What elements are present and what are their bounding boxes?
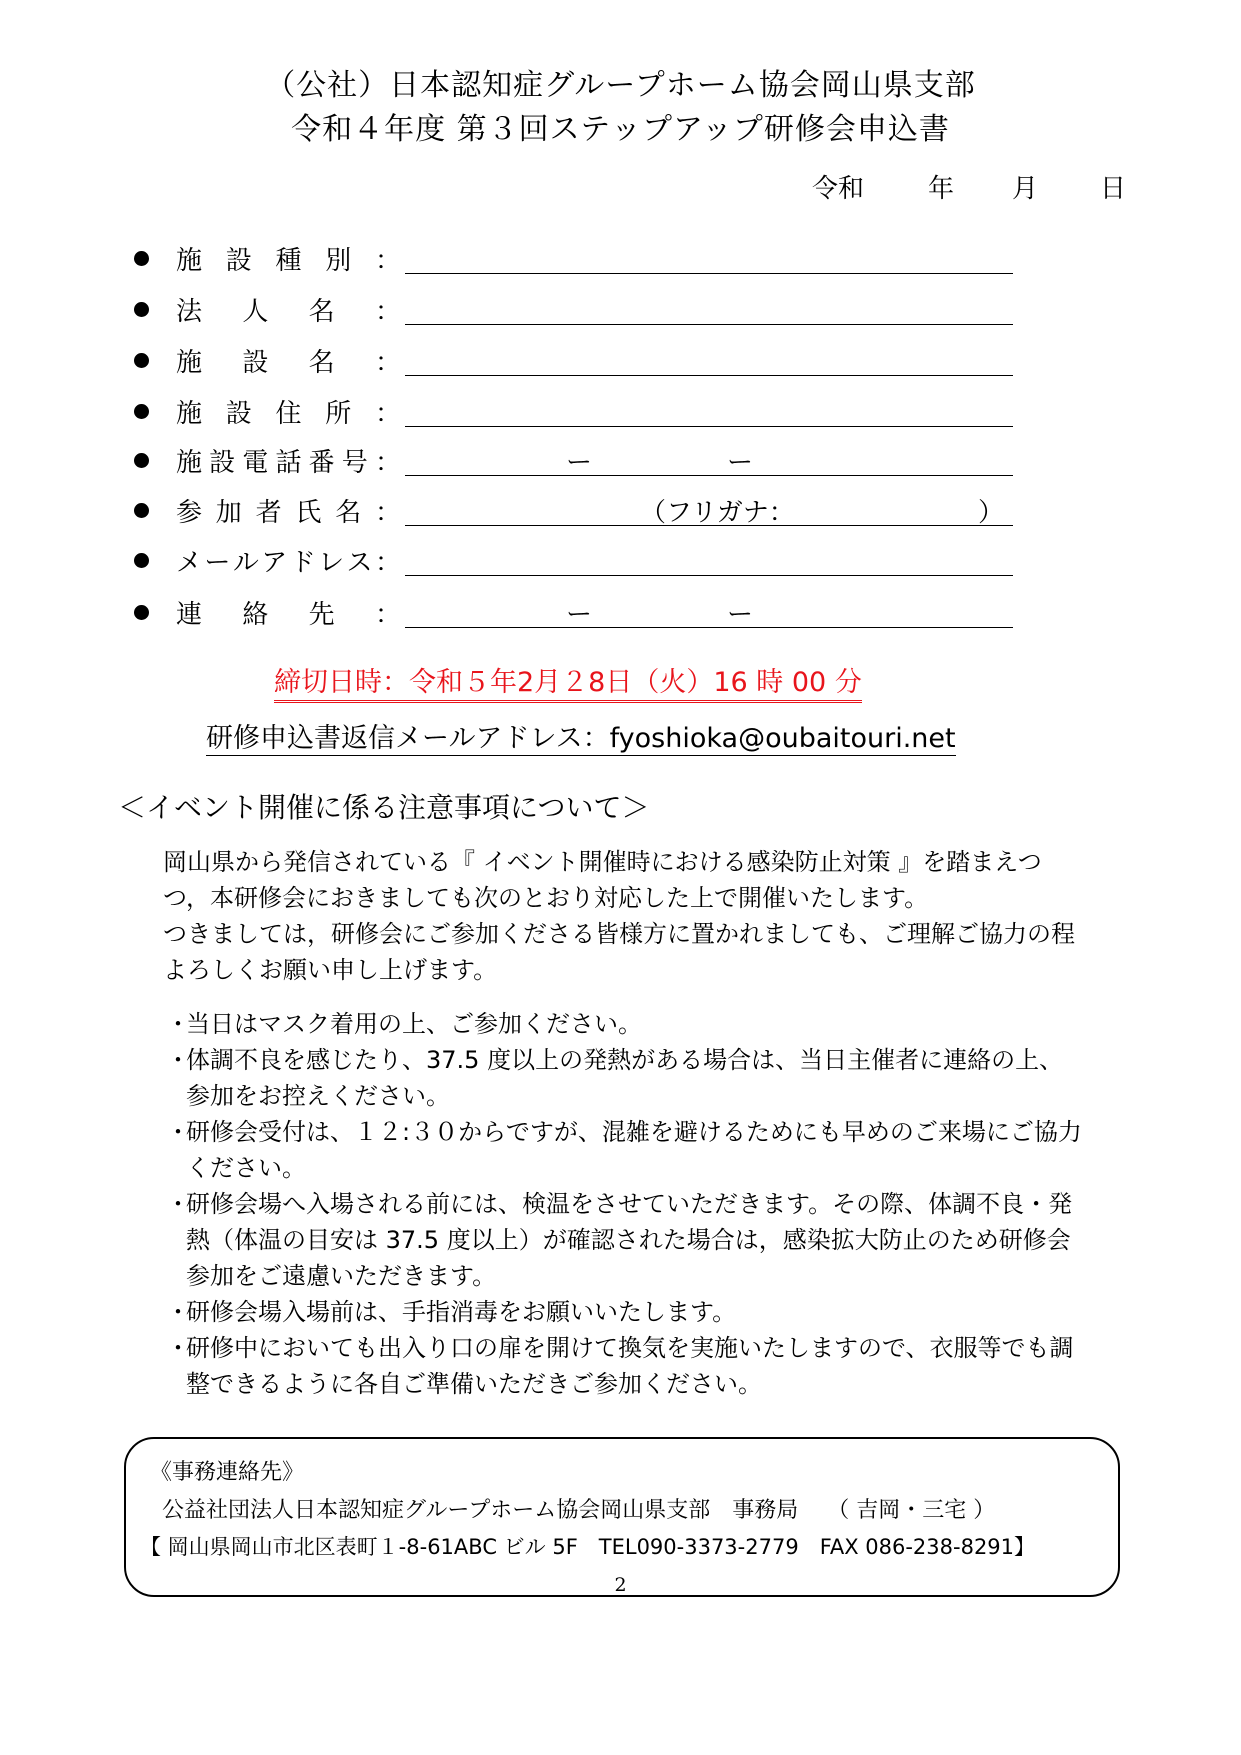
bullet-icon <box>134 404 149 419</box>
field-corporation-name <box>0 289 1241 329</box>
notice-bullet-1: ・ 当日はマスク着用の上、ご参加ください。 <box>166 1010 642 1038</box>
field-label: 施 設 名 ： <box>176 348 401 378</box>
page-number: 2 <box>614 1574 627 1596</box>
contact-dash-1: ー <box>566 600 593 630</box>
field-label: メ ー ル ア ド レ ス ： <box>176 548 401 578</box>
intro-line: よろしくお願い申し上げます。 <box>163 956 498 984</box>
intro-line: 岡山県から発信されている『 イベント開催時における感染防止対策 』を踏まえつ <box>163 848 1042 876</box>
bullet-icon <box>134 353 149 368</box>
intro-line: つ，本研修会におきましても次のとおり対応した上で開催いたします。 <box>163 884 929 912</box>
corporation-name-blank[interactable] <box>405 324 1013 325</box>
field-label: 施 設 電 話 番 号 ： <box>176 448 401 478</box>
contact-dash-2: ー <box>727 600 754 630</box>
notice-bullet-5: ・ 研修会場入場前は、手指消毒をお願いいたします。 <box>166 1298 737 1326</box>
contact-address: 【 岡山県岡山市北区表町１-8-61ABC ビル 5F TEL090-3373-2779 FAX 086-238-8291】 <box>140 1535 1036 1559</box>
facility-phone-blank[interactable] <box>405 475 1013 476</box>
return-email[interactable]: 研修申込書返信メールアドレス：fyoshioka@oubaitouri.net <box>206 716 956 756</box>
date-day: 日 <box>1100 174 1127 204</box>
date-month: 月 <box>1012 174 1039 204</box>
facility-name-blank[interactable] <box>405 375 1013 376</box>
email-blank[interactable] <box>405 575 1013 576</box>
notice-intro <box>163 844 1123 988</box>
facility-type-blank[interactable] <box>405 273 1013 274</box>
bullet-icon <box>134 453 149 468</box>
bullet-icon <box>134 251 149 266</box>
field-label: 法 人 名 ： <box>176 297 401 327</box>
field-email <box>0 540 1241 580</box>
bullet-icon <box>134 302 149 317</box>
phone-dash-2: ー <box>727 448 754 478</box>
notice-bullet-2: ・ 体調不良を感じたり、37.5 度以上の発熱がある場合は、当日主催者に連絡の上、 参加をお控えください。 <box>166 1046 1064 1110</box>
header-title-line2: 令和４年度 第３回ステップアップ研修会申込書 <box>291 112 950 147</box>
date-era: 令和 <box>812 174 865 204</box>
facility-address-blank[interactable] <box>405 426 1013 427</box>
intro-line: つきましては，研修会にご参加くださる皆様方に置かれましても、ご理解ご協力の程 <box>163 920 1075 948</box>
header-title-line1: （公社）日本認知症グループホーム協会岡山県支部 <box>265 68 976 103</box>
furigana-label: （フリガナ： <box>640 498 795 528</box>
field-facility-phone <box>0 440 1241 480</box>
notice-bullet-4: ・ 研修会場へ入場される前には、検温をさせていただきます。その際、体調不良・発 熱（体温の目安は 37.5 度以上）が確認された場合は，感染拡大防止のため研修会 参加をご遠慮いただきます。 <box>166 1190 1073 1290</box>
field-participant-name <box>0 490 1241 530</box>
field-label: 施 設 住 所 ： <box>176 399 401 429</box>
notice-bullet-6: ・ 研修中においても出入り口の扉を開けて換気を実施いたしますので、衣服等でも調 整できるように各自ご準備いただきご参加ください。 <box>166 1334 1074 1398</box>
furigana-close: ） <box>978 498 1005 528</box>
field-label: 参 加 者 氏 名 ： <box>176 498 401 528</box>
contact-organization: 公益社団法人日本認知症グループホーム協会岡山県支部 事務局 （ 吉岡・三宅 ） <box>162 1498 996 1523</box>
date-year: 年 <box>928 174 955 204</box>
field-facility-type <box>0 238 1241 278</box>
field-contact <box>0 592 1241 632</box>
bullet-icon <box>134 503 149 518</box>
field-facility-name <box>0 340 1241 380</box>
bullet-icon <box>134 605 149 620</box>
bullet-icon <box>134 553 149 568</box>
field-label: 施 設 種 別 ： <box>176 246 401 276</box>
contact-heading: 《事務連絡先》 <box>150 1460 305 1485</box>
deadline-notice: 締切日時：令和５年2月２8日（火）16 時 00 分 <box>274 660 862 703</box>
phone-dash-1: ー <box>566 448 593 478</box>
notice-heading: ＜イベント開催に係る注意事項について＞ <box>118 791 650 824</box>
contact-blank[interactable] <box>405 627 1013 628</box>
field-facility-address <box>0 391 1241 431</box>
field-label: 連 絡 先 ： <box>176 600 401 630</box>
notice-bullet-3: ・ 研修会受付は、１２:３０からですが、混雑を避けるためにも早めのご来場にご協力 ください。 <box>166 1118 1082 1182</box>
